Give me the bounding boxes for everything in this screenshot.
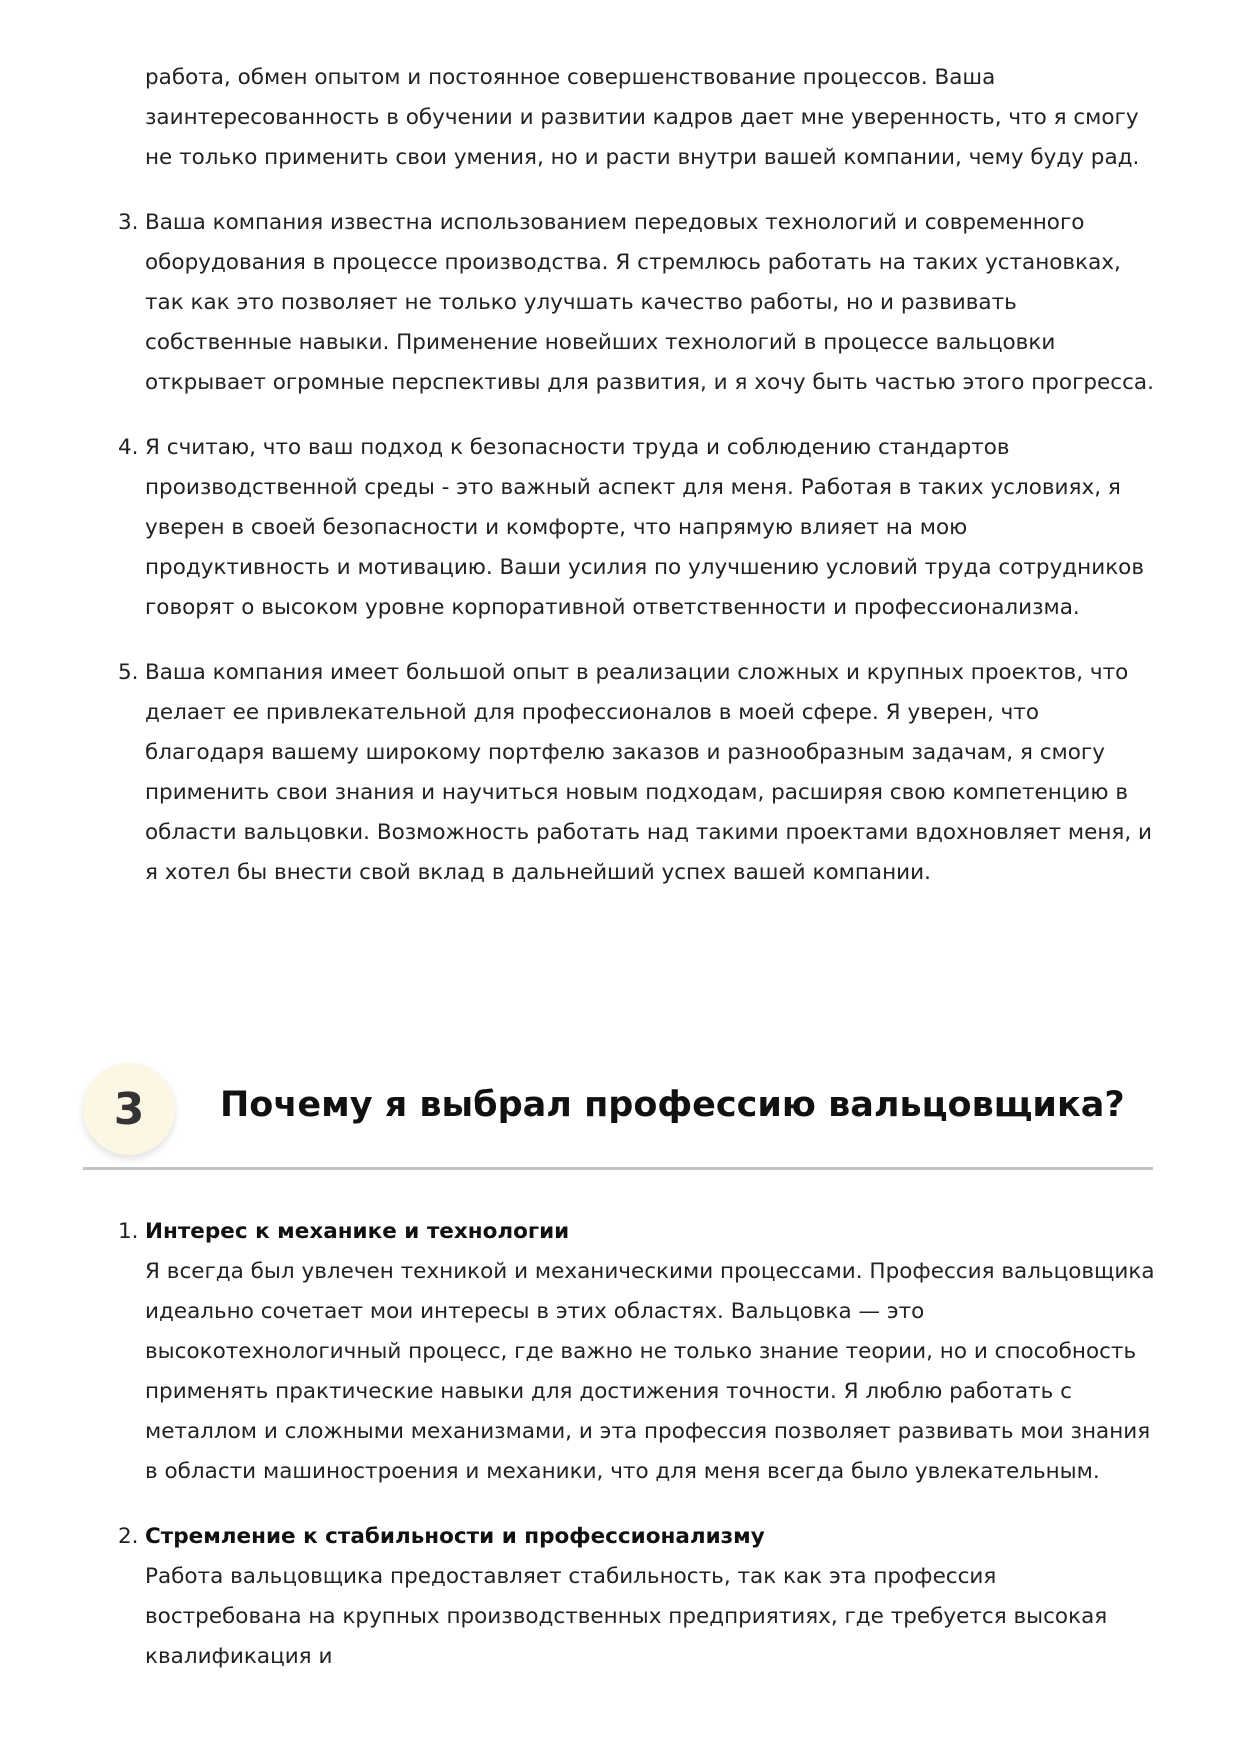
list-heading: Интерес к механике и технологии [145, 1219, 570, 1244]
list-item [118, 203, 1155, 403]
list-number: 3. [118, 210, 139, 235]
list-item [118, 653, 1155, 893]
reasons-list-continued [118, 58, 1155, 918]
list-item [118, 428, 1155, 628]
list-text: Ваша компания известна использованием передовых технологий и современного оборудования в процессе производства. Я стремлюсь работать на таких установках, так как это позволяет не только улучшать качество работы, но и развивать собственные навыки. Применение новейших технологий в процессе вальцовки открывает огромные перспективы для развития, и я хочу быть частью этого прогресса. [145, 210, 1154, 395]
list-number: 4. [118, 435, 139, 460]
list-text: Ваша компания имеет большой опыт в реализации сложных и крупных проектов, что делает ее привлекательной для профессионалов в моей сфере. Я уверен, что благодаря вашему широкому портфелю заказов и разнообразным задачам, я смогу применить свои знания и научиться новым подходам, расширяя свою компетенцию в области вальцовки. Возможность работать над такими проектами вдохновляет меня, и я хотел бы внести свой вклад в дальнейший успех вашей компании. [145, 660, 1152, 885]
section-header [83, 1063, 1153, 1170]
list-text: Я всегда был увлечен техникой и механическими процессами. Профессия вальцовщика идеально сочетает мои интересы в этих областях. Вальцовка — это высокотехнологичный процесс, где важно не только знание теории, но и способность применять практические навыки для достижения точности. Я люблю работать с металлом и сложными механизмами, и эта профессия позволяет развивать мои знания в области машиностроения и механики, что для меня всегда было увлекательным. [145, 1259, 1155, 1484]
section-title: Почему я выбрал профессию вальцовщика? [220, 1085, 1125, 1125]
list-item [118, 1212, 1155, 1492]
section-reasons-list [118, 1212, 1155, 1702]
list-item [118, 1517, 1155, 1677]
list-number: 5. [118, 660, 139, 685]
list-item-continuation: работа, обмен опытом и постоянное совершенствование процессов. Ваша заинтересованность в обучении и развитии кадров дает мне уверенность, что я смогу не только применить свои умения, но и расти внутри вашей компании, чему буду рад. [145, 65, 1140, 170]
list-text: Я считаю, что ваш подход к безопасности труда и соблюдению стандартов производственной среды - это важный аспект для меня. Работая в таких условиях, я уверен в своей безопасности и комфорте, что напрямую влияет на мою продуктивность и мотивацию. Ваши усилия по улучшению условий труда сотрудников говорят о высоком уровне корпоративной ответственности и профессионализма. [145, 435, 1145, 620]
section-number-badge: 3 [83, 1063, 175, 1155]
list-text: Работа вальцовщика предоставляет стабильность, так как эта профессия востребована на крупных производственных предприятиях, где требуется высокая квалификация и [145, 1564, 1108, 1669]
list-number: 2. [118, 1524, 139, 1549]
list-heading: Стремление к стабильности и профессионализму [145, 1524, 765, 1549]
list-number: 1. [118, 1219, 139, 1244]
